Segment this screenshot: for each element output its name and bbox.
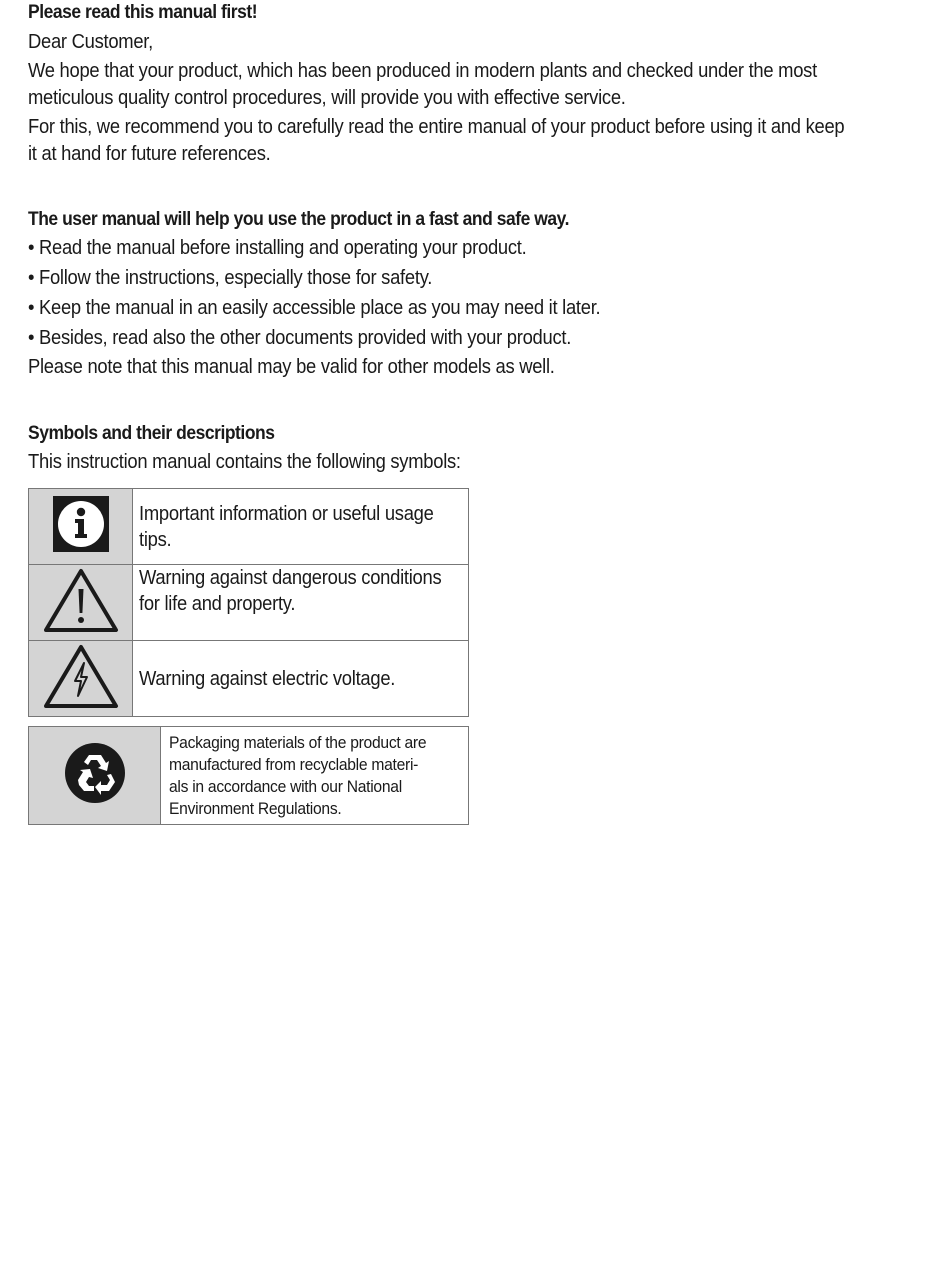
- intro-para1-line1: We hope that your product, which has been produced in modern plants and checked under the most: [28, 60, 817, 82]
- info-icon: [53, 496, 109, 557]
- symbols-table: [28, 488, 469, 717]
- symbol-description: Important information or useful usage: [139, 502, 434, 525]
- recycle-description: Packaging materials of the product are: [169, 732, 427, 752]
- symbols-subtitle: This instruction manual contains the following symbols:: [28, 451, 461, 473]
- intro-para2-line2: it at hand for future references.: [28, 143, 271, 165]
- symbol-row: [29, 727, 469, 825]
- usage-bullet: • Follow the instructions, especially those for safety.: [28, 267, 433, 289]
- symbol-description: tips.: [139, 528, 172, 551]
- recycle-description: manufactured from recyclable materi-: [169, 754, 419, 774]
- greeting: Dear Customer,: [28, 31, 153, 53]
- warning-icon: [43, 567, 119, 638]
- recycle-table: [28, 726, 469, 825]
- symbol-description: for life and property.: [139, 593, 296, 615]
- recycle-description: Environment Regulations.: [169, 798, 342, 818]
- usage-bullet: • Keep the manual in an easily accessible place as you may need it later.: [28, 297, 601, 319]
- symbol-row: [29, 641, 469, 717]
- symbol-row: [29, 565, 469, 641]
- usage-bullet: • Besides, read also the other documents provided with your product.: [28, 327, 572, 349]
- intro-para1-line2: meticulous quality control procedures, will provide you with effective service.: [28, 87, 626, 109]
- symbols-title: Symbols and their descriptions: [28, 423, 275, 444]
- intro-title: Please read this manual first!: [28, 2, 258, 23]
- intro-para2-line1: For this, we recommend you to carefully read the entire manual of your product before using it and keep: [28, 116, 845, 138]
- usage-bullet: • Read the manual before installing and operating your product.: [28, 237, 527, 259]
- recycle-icon: [64, 742, 126, 809]
- recycle-description: als in accordance with our National: [169, 776, 402, 796]
- usage-note: Please note that this manual may be valid for other models as well.: [28, 356, 555, 378]
- usage-title: The user manual will help you use the product in a fast and safe way.: [28, 209, 570, 230]
- symbol-description: Warning against electric voltage.: [139, 667, 396, 690]
- electric-voltage-icon: [43, 643, 119, 714]
- symbol-row: [29, 489, 469, 565]
- symbol-description: Warning against dangerous conditions: [139, 567, 442, 589]
